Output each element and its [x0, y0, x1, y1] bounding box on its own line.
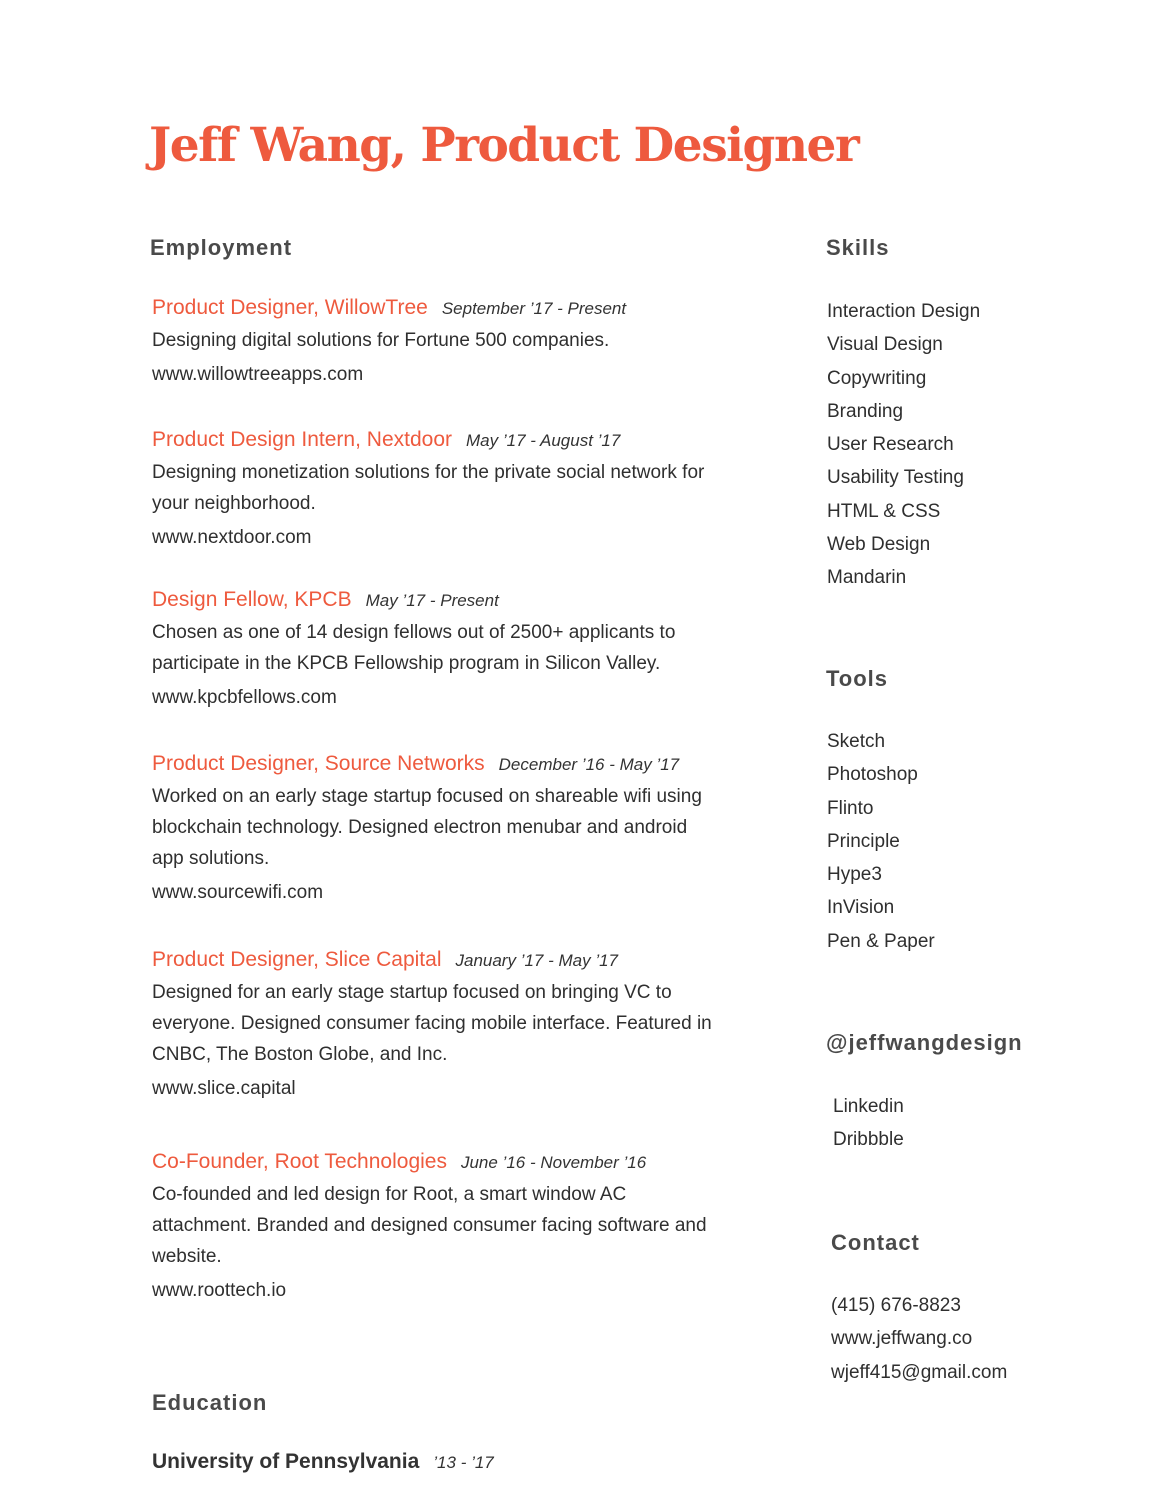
job-url[interactable]: www.kpcbfellows.com — [152, 687, 337, 708]
job-title: Product Designer, Slice Capital — [152, 948, 442, 971]
job-entry — [152, 752, 772, 908]
job-dates: January ’17 - May ’17 — [455, 951, 619, 970]
tool-item: InVision — [827, 897, 895, 919]
skills-list — [827, 295, 980, 595]
skill-item: Copywriting — [827, 367, 927, 389]
job-url[interactable]: www.nextdoor.com — [152, 527, 312, 548]
skill-item: Mandarin — [827, 567, 907, 589]
skill-item: Usability Testing — [827, 467, 964, 489]
job-description: Co-founded and led design for Root, a smart window AC attachment. Branded and designed consumer facing software and website. — [152, 1184, 707, 1267]
job-title: Product Design Intern, Nextdoor — [152, 428, 452, 451]
page-title: Jeff Wang, Product Designer — [149, 118, 859, 173]
education-entry — [152, 1450, 494, 1474]
job-dates: May ’17 - Present — [365, 591, 499, 610]
job-url[interactable]: www.willowtreeapps.com — [152, 364, 364, 385]
skill-item: Web Design — [827, 534, 931, 556]
social-heading: @jeffwangdesign — [826, 1030, 1023, 1055]
skill-item: User Research — [827, 434, 954, 456]
contact-email[interactable]: wjeff415@gmail.com — [831, 1361, 1008, 1383]
contact-list — [831, 1289, 1007, 1389]
job-title: Product Designer, WillowTree — [152, 296, 428, 319]
skills-heading: Skills — [826, 235, 890, 260]
tool-item: Hype3 — [827, 864, 882, 886]
job-description: Designing digital solutions for Fortune 500 companies. — [152, 330, 610, 351]
education-dates: ’13 - ’17 — [433, 1453, 494, 1472]
tool-item: Sketch — [827, 731, 886, 752]
job-entry — [152, 588, 772, 713]
dribbble-link[interactable]: Dribbble — [833, 1129, 904, 1151]
job-title: Design Fellow, KPCB — [152, 588, 352, 611]
job-description: Designing monetization solutions for the private social network for your neighborhood. — [152, 462, 705, 514]
linkedin-link[interactable]: Linkedin — [833, 1096, 904, 1117]
job-description: Designed for an early stage startup focused on bringing VC to everyone. Designed consumer facing mobile interface. Featured in CNBC, The Boston Globe, and Inc. — [152, 982, 712, 1065]
contact-heading: Contact — [831, 1230, 920, 1255]
social-links — [833, 1090, 904, 1157]
job-title: Product Designer, Source Networks — [152, 752, 485, 775]
skill-item: Branding — [827, 400, 904, 422]
skill-item: Visual Design — [827, 334, 943, 356]
tools-heading: Tools — [826, 666, 889, 691]
tool-item: Photoshop — [827, 764, 918, 786]
job-entry — [152, 948, 772, 1104]
job-entry — [152, 296, 772, 390]
job-entry — [152, 1150, 772, 1306]
contact-phone[interactable]: (415) 676-8823 — [831, 1295, 961, 1316]
job-dates: May ’17 - August ’17 — [466, 431, 621, 450]
job-dates: September ’17 - Present — [441, 299, 627, 318]
education-heading: Education — [152, 1390, 268, 1415]
job-dates: June ’16 - November ’16 — [460, 1153, 647, 1172]
contact-website[interactable]: www.jeffwang.co — [831, 1328, 973, 1350]
job-description: Chosen as one of 14 design fellows out of 2500+ applicants to participate in the KPCB Fellowship program in Silicon Valley. — [152, 622, 676, 674]
job-url[interactable]: www.sourcewifi.com — [152, 882, 324, 903]
job-url[interactable]: www.roottech.io — [152, 1280, 287, 1301]
job-title: Co-Founder, Root Technologies — [152, 1150, 447, 1173]
job-dates: December ’16 - May ’17 — [498, 755, 680, 774]
tool-item: Principle — [827, 830, 900, 852]
employment-heading: Employment — [150, 235, 293, 260]
tools-list — [827, 725, 935, 958]
job-description: Worked on an early stage startup focused on shareable wifi using blockchain technology. Designed electron menubar and android app solutions. — [152, 786, 702, 869]
skill-item: HTML & CSS — [827, 500, 941, 522]
tool-item: Flinto — [827, 797, 874, 819]
tool-item: Pen & Paper — [827, 930, 935, 952]
school-name: University of Pennsylvania — [152, 1450, 420, 1473]
job-entry — [152, 428, 772, 553]
job-url[interactable]: www.slice.capital — [152, 1078, 296, 1099]
skill-item: Interaction Design — [827, 301, 981, 322]
